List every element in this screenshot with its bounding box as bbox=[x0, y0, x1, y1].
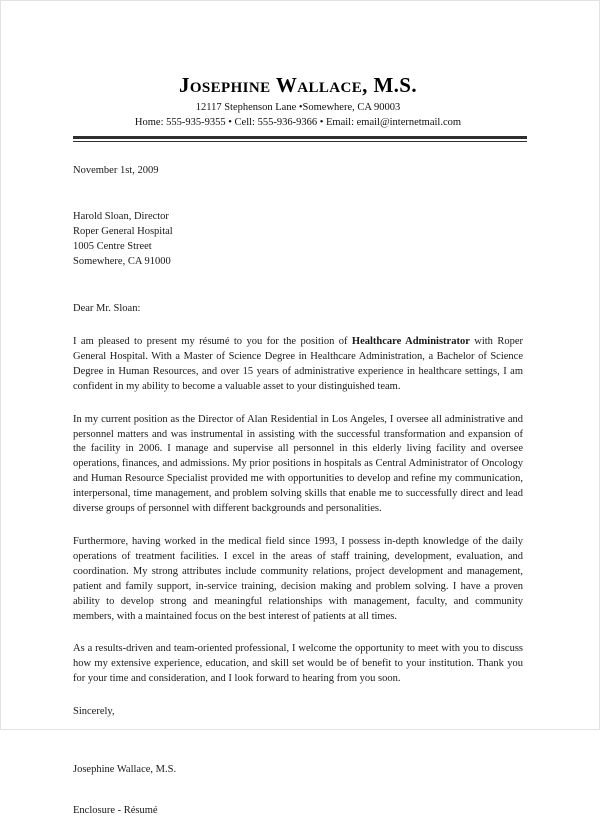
letterhead-address: 12117 Stephenson Lane •Somewhere, CA 90003 bbox=[195, 102, 401, 114]
recipient-organization: Roper General Hospital bbox=[73, 226, 173, 238]
job-title-emphasis: Healthcare Administrator bbox=[351, 336, 470, 348]
letter-content bbox=[73, 1, 523, 819]
letter-closing: Sincerely, bbox=[73, 706, 115, 718]
signature-name: Josephine Wallace, M.S. bbox=[73, 764, 177, 776]
letter-paragraph-4: As a results-driven and team-oriented professional, I welcome the opportunity to meet with you to discuss how my extensive experience, education, and skill set would be of benefit to your institution. Thank you for your time and consideration, and I look forward to hearing from you soon. bbox=[73, 643, 523, 685]
recipient-city-state-zip: Somewhere, CA 91000 bbox=[73, 256, 171, 268]
letterhead-divider bbox=[73, 136, 527, 142]
letter-paragraph-3: Furthermore, having worked in the medical field since 1993, I possess in-depth knowledge of the daily operations of treatment facilities. I excel in the areas of staff training, development, evaluation, and coordination. My strong attributes include community relations, project development and management, patient and family support, in-service training, decision making and problem solving. I have a proven ability to develop strong and meaningful relationships with management, faculty, and community members, with a maintained focus on the best interest of patients at all times. bbox=[73, 535, 523, 622]
recipient-name-title: Harold Sloan, Director bbox=[73, 211, 169, 223]
paragraph-1-before-bold: I am pleased to present my résumé to you for the position of bbox=[73, 336, 352, 348]
letter-paragraph-1 bbox=[73, 317, 523, 395]
letter-date: November 1st, 2009 bbox=[73, 164, 159, 176]
letterhead-name: Josephine Wallace, M.S. bbox=[178, 73, 418, 97]
recipient-street: 1005 Centre Street bbox=[73, 241, 152, 253]
letterhead-contact: Home: 555-935-9355 • Cell: 555-936-9366 • Email: email@internetmail.com bbox=[134, 117, 462, 129]
letter-salutation: Dear Mr. Sloan: bbox=[73, 303, 141, 315]
letter-paragraph-2: In my current position as the Director of Alan Residential in Los Angeles, I oversee all administrative and personnel matters and was instrumental in assisting with the successful transformation and expansion of the facility in 2006. I manage and supervise all personnel in this elderly living facility and oversee operations, finances, and admissions. My prior positions in hospitals as Central Administrator of Oncology and Human Resource Specialist provided me with opportunities to develop and refine my communication, interpersonal, time management, and problem solving skills that enable me to successfully direct and lead diverse groups of personnel with different backgrounds and personalities. bbox=[73, 413, 523, 515]
divider-rule-thin bbox=[73, 141, 527, 142]
enclosure-note: Enclosure - Résumé bbox=[73, 804, 158, 816]
paragraph-1-after-bold: with Roper General Hospital. With a Master of Science Degree in Healthcare Administration, a Bachelor of Science Degree in Human Resources, and over 15 years of administrative experience in healthcare settings, I am confident in my ability to become a valuable asset to your distinguished team. bbox=[73, 336, 524, 392]
recipient-address-block bbox=[73, 178, 523, 270]
letterhead bbox=[73, 1, 523, 131]
letter-body bbox=[73, 164, 523, 819]
